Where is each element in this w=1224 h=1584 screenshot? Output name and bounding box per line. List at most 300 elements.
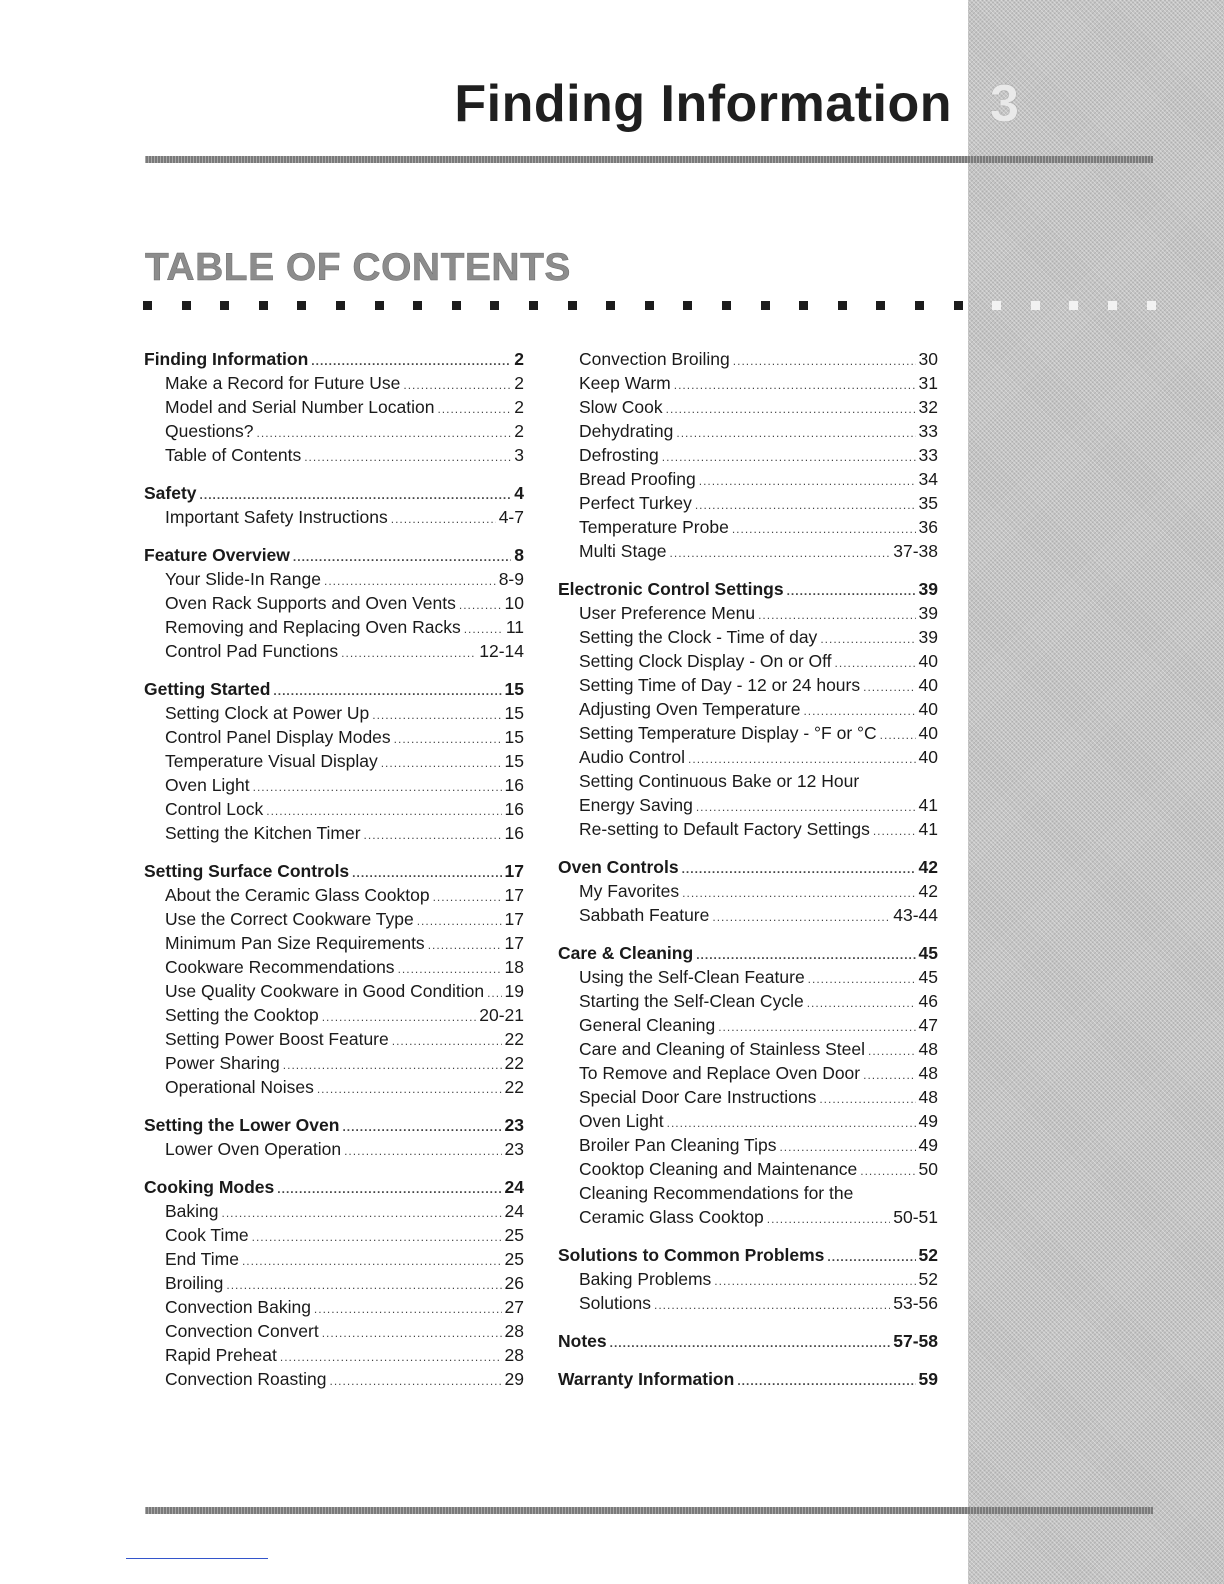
toc-page-number: 48	[918, 1087, 938, 1107]
toc-page-number: 34	[918, 469, 938, 489]
divider-square	[683, 301, 692, 310]
footer-rule	[145, 1507, 1153, 1514]
dot-leader	[733, 349, 916, 373]
toc-entry[interactable]	[558, 903, 938, 927]
toc-entry-label: Setting Clock Display - On or Off	[579, 651, 832, 671]
divider-square	[799, 301, 808, 310]
dot-leader	[322, 1321, 502, 1345]
toc-page-number: 4-7	[498, 507, 524, 527]
toc-entry[interactable]	[558, 625, 938, 649]
toc-page-number: 8	[514, 545, 524, 565]
toc-entry[interactable]	[558, 697, 938, 721]
toc-entry[interactable]	[144, 955, 524, 979]
toc-entry[interactable]	[558, 395, 938, 419]
toc-section-entry[interactable]	[144, 481, 524, 505]
dot-leader	[417, 909, 502, 933]
toc-entry[interactable]	[558, 371, 938, 395]
toc-entry-label: Cooking Modes	[144, 1177, 275, 1197]
toc-entry[interactable]	[558, 1013, 938, 1037]
dot-leader	[352, 861, 501, 885]
dot-leader	[860, 1159, 915, 1183]
toc-entry-label: Dehydrating	[579, 421, 674, 441]
toc-page-number: 26	[504, 1273, 524, 1293]
toc-entry[interactable]	[558, 649, 938, 673]
dot-leader	[863, 675, 915, 699]
toc-entry[interactable]	[144, 1367, 524, 1391]
toc-entry[interactable]	[144, 773, 524, 797]
toc-entry-label: Notes	[558, 1331, 607, 1351]
toc-entry-label: Removing and Replacing Oven Racks	[165, 617, 461, 637]
dot-leader	[398, 957, 502, 981]
divider-square	[182, 301, 191, 310]
dot-leader	[322, 1005, 477, 1029]
toc-page-number: 42	[918, 881, 938, 901]
toc-page-number: 32	[918, 397, 938, 417]
chapter-number: 3	[990, 75, 1019, 133]
toc-entry[interactable]	[144, 1075, 524, 1099]
toc-page-number: 30	[918, 349, 938, 369]
dot-leader	[200, 483, 512, 507]
toc-page-number: 11	[505, 617, 524, 637]
dot-leader	[819, 1087, 915, 1111]
toc-entry[interactable]	[558, 1061, 938, 1085]
dot-leader	[732, 517, 916, 541]
toc-entry[interactable]	[558, 965, 938, 989]
dot-leader	[487, 981, 501, 1005]
dot-leader	[787, 579, 916, 603]
toc-entry-label: Cookware Recommendations	[165, 957, 395, 977]
toc-entry-label: Broiling	[165, 1273, 224, 1293]
toc-section-entry[interactable]	[558, 1329, 938, 1353]
toc-entry[interactable]	[558, 467, 938, 491]
dot-leader	[403, 373, 511, 397]
toc-entry-label: Important Safety Instructions	[165, 507, 388, 527]
toc-entry-label: Energy Saving	[579, 795, 693, 815]
divider-square	[143, 301, 152, 310]
toc-entry[interactable]	[558, 879, 938, 903]
toc-entry[interactable]	[144, 1247, 524, 1271]
toc-entry[interactable]	[144, 395, 524, 419]
toc-section-entry[interactable]	[558, 855, 938, 879]
toc-page-number: 15	[504, 679, 524, 699]
toc-entry-label: Cook Time	[165, 1225, 249, 1245]
toc-entry[interactable]	[558, 769, 938, 793]
dot-leader	[280, 1345, 502, 1369]
toc-entry[interactable]	[558, 989, 938, 1013]
dot-leader	[433, 885, 502, 909]
toc-page-number: 17	[504, 861, 524, 881]
toc-entry[interactable]	[558, 721, 938, 745]
dot-leader	[242, 1249, 502, 1273]
toc-entry-label: Setting the Cooktop	[165, 1005, 319, 1025]
toc-entry-label: Setting Temperature Display - °F or °C	[579, 723, 877, 743]
dot-leader	[714, 1269, 915, 1293]
toc-entry-label: To Remove and Replace Oven Door	[579, 1063, 861, 1083]
toc-page-number: 10	[504, 593, 524, 613]
toc-entry[interactable]	[144, 443, 524, 467]
toc-entry[interactable]	[144, 567, 524, 591]
toc-page-number: 45	[918, 967, 938, 987]
toc-page-number: 46	[918, 991, 938, 1011]
toc-entry[interactable]	[144, 931, 524, 955]
toc-page-number: 39	[918, 603, 938, 623]
toc-page-number: 36	[918, 517, 938, 537]
toc-entry[interactable]	[144, 1295, 524, 1319]
toc-section-entry[interactable]	[144, 1113, 524, 1137]
toc-page-number: 29	[504, 1369, 524, 1389]
toc-entry-label: Questions?	[165, 421, 254, 441]
toc-entry-label: Convection Broiling	[579, 349, 730, 369]
toc-page-number: 40	[918, 723, 938, 743]
toc-entry-label: User Preference Menu	[579, 603, 756, 623]
toc-section-entry[interactable]	[144, 677, 524, 701]
toc-page-number: 49	[918, 1135, 938, 1155]
toc-page-number: 53-56	[893, 1293, 938, 1313]
toc-entry-label: Control Pad Functions	[165, 641, 339, 661]
toc-entry[interactable]	[558, 1133, 938, 1157]
toc-page-number: 40	[918, 675, 938, 695]
divider-square	[259, 301, 268, 310]
toc-section-entry[interactable]	[558, 1243, 938, 1267]
toc-entry[interactable]	[558, 1037, 938, 1061]
toc-section-entry[interactable]	[558, 1367, 938, 1391]
toc-entry[interactable]	[144, 725, 524, 749]
toc-page-number: 17	[504, 933, 524, 953]
dot-leader	[364, 823, 502, 847]
toc-page-number: 49	[918, 1111, 938, 1131]
dot-leader	[767, 1207, 890, 1231]
divider-square	[838, 301, 847, 310]
toc-section-entry[interactable]	[144, 347, 524, 371]
toc-page-number: 24	[504, 1201, 524, 1221]
divider-square	[1147, 301, 1156, 310]
toc-entry-label: Control Panel Display Modes	[165, 727, 391, 747]
toc-entry[interactable]	[558, 491, 938, 515]
toc-entry[interactable]	[144, 505, 524, 529]
toc-section-entry[interactable]	[144, 543, 524, 567]
dot-leader	[437, 397, 511, 421]
dot-leader	[868, 1039, 916, 1063]
divider-square	[722, 301, 731, 310]
toc-entry[interactable]	[558, 1109, 938, 1133]
divider-square	[452, 301, 461, 310]
toc-entry-label: Power Sharing	[165, 1053, 280, 1073]
dot-leader	[341, 641, 476, 665]
toc-entry[interactable]	[144, 371, 524, 395]
footer-link-underline	[126, 1558, 268, 1559]
toc-entry[interactable]	[558, 1267, 938, 1291]
toc-page-number: 15	[504, 703, 524, 723]
toc-entry[interactable]	[144, 797, 524, 821]
toc-page-number: 59	[918, 1369, 938, 1389]
toc-section-entry[interactable]	[558, 577, 938, 601]
toc-page-number: 15	[504, 751, 524, 771]
toc-entry[interactable]	[144, 615, 524, 639]
toc-entry-label: Cleaning Recommendations for the	[579, 1183, 854, 1203]
toc-page-number: 2	[514, 421, 524, 441]
toc-entry[interactable]	[144, 1027, 524, 1051]
toc-entry[interactable]	[558, 745, 938, 769]
dot-leader	[718, 1015, 915, 1039]
toc-entry-label: Rapid Preheat	[165, 1345, 277, 1365]
toc-entry[interactable]	[144, 821, 524, 845]
toc-page-number: 22	[504, 1077, 524, 1097]
dot-leader	[329, 1369, 501, 1393]
toc-entry-label: Setting the Kitchen Timer	[165, 823, 361, 843]
toc-entry-label: Lower Oven Operation	[165, 1139, 342, 1159]
toc-page-number: 16	[504, 823, 524, 843]
toc-entry[interactable]	[144, 1137, 524, 1161]
toc-entry[interactable]	[558, 1181, 938, 1205]
divider-square	[375, 301, 384, 310]
toc-page-number: 33	[918, 421, 938, 441]
toc-entry[interactable]	[144, 1343, 524, 1367]
dot-leader	[667, 1111, 916, 1135]
toc-entry-label: Safety	[144, 483, 197, 503]
dot-leader	[293, 545, 511, 569]
toc-entry[interactable]	[558, 793, 938, 817]
dot-leader	[758, 603, 915, 627]
toc-entry-label: Keep Warm	[579, 373, 671, 393]
toc-page-number: 40	[918, 651, 938, 671]
toc-page-number: 17	[504, 909, 524, 929]
toc-entry-label: About the Ceramic Glass Cooktop	[165, 885, 430, 905]
toc-entry-label: Solutions to Common Problems	[558, 1245, 825, 1265]
toc-entry[interactable]	[144, 1319, 524, 1343]
divider-square	[1031, 301, 1040, 310]
toc-entry-label: Baking Problems	[579, 1269, 712, 1289]
dot-leader	[803, 699, 915, 723]
dot-leader	[807, 991, 916, 1015]
dot-leader	[311, 349, 511, 373]
toc-page-number: 28	[504, 1321, 524, 1341]
dot-leader	[226, 1273, 501, 1297]
toc-entry[interactable]	[558, 419, 938, 443]
toc-entry-label: Setting Continuous Bake or 12 Hour	[579, 771, 860, 791]
toc-entry-label: Electronic Control Settings	[558, 579, 784, 599]
toc-entry-label: Model and Serial Number Location	[165, 397, 435, 417]
toc-page-number: 31	[918, 373, 938, 393]
dot-leader	[344, 1139, 501, 1163]
toc-page-number: 8-9	[498, 569, 524, 589]
dot-leader	[699, 469, 916, 493]
dot-leader	[610, 1331, 891, 1355]
dot-leader	[827, 1245, 915, 1269]
toc-entry-label: Temperature Probe	[579, 517, 729, 537]
dot-leader	[695, 493, 916, 517]
toc-entry[interactable]	[144, 1199, 524, 1223]
dot-leader	[712, 905, 890, 929]
toc-entry-label: Oven Light	[579, 1111, 664, 1131]
divider-square	[413, 301, 422, 310]
toc-page-number: 12-14	[479, 641, 524, 661]
toc-entry[interactable]	[558, 1205, 938, 1229]
toc-page-number: 48	[918, 1063, 938, 1083]
toc-page-number: 45	[918, 943, 938, 963]
toc-page-number: 33	[918, 445, 938, 465]
dot-leader	[283, 1053, 502, 1077]
dot-leader	[873, 819, 916, 843]
toc-entry-label: End Time	[165, 1249, 239, 1269]
toc-page-number: 37-38	[893, 541, 938, 561]
dot-leader	[880, 723, 916, 747]
toc-entry[interactable]	[144, 749, 524, 773]
dot-leader	[428, 933, 502, 957]
toc-entry-label: Oven Controls	[558, 857, 679, 877]
toc-entry-label: Adjusting Oven Temperature	[579, 699, 801, 719]
toc-page-number: 39	[918, 627, 938, 647]
dot-leader	[654, 1293, 890, 1317]
dot-leader	[273, 679, 501, 703]
divider-square	[876, 301, 885, 310]
toc-right-column	[558, 347, 938, 1391]
toc-entry[interactable]	[144, 639, 524, 663]
page-title: Finding Information	[454, 75, 952, 133]
toc-heading: TABLE OF CONTENTS	[145, 246, 571, 289]
toc-entry[interactable]	[144, 1003, 524, 1027]
toc-entry-label: Slow Cook	[579, 397, 663, 417]
toc-page-number: 39	[918, 579, 938, 599]
toc-entry-label: Ceramic Glass Cooktop	[579, 1207, 764, 1227]
toc-page-number: 25	[504, 1225, 524, 1245]
toc-page-number: 40	[918, 699, 938, 719]
toc-section-entry[interactable]	[558, 941, 938, 965]
toc-entry-label: Setting the Lower Oven	[144, 1115, 340, 1135]
toc-entry-label: Your Slide-In Range	[165, 569, 321, 589]
toc-entry[interactable]	[558, 817, 938, 841]
toc-section-entry[interactable]	[144, 859, 524, 883]
divider-square	[645, 301, 654, 310]
toc-entry-label: Getting Started	[144, 679, 271, 699]
dot-leader	[324, 569, 496, 593]
header-rule	[145, 156, 1153, 163]
divider-square	[297, 301, 306, 310]
divider-square	[954, 301, 963, 310]
toc-entry-label: Solutions	[579, 1293, 651, 1313]
divider-square	[529, 301, 538, 310]
toc-entry[interactable]	[144, 907, 524, 931]
toc-entry-label: Convection Baking	[165, 1297, 311, 1317]
dot-leader	[682, 881, 915, 905]
toc-entry[interactable]	[558, 515, 938, 539]
dot-leader	[394, 727, 502, 751]
toc-page-number: 28	[504, 1345, 524, 1365]
toc-page-number: 25	[504, 1249, 524, 1269]
toc-entry[interactable]	[144, 701, 524, 725]
toc-entry-label: Setting Time of Day - 12 or 24 hours	[579, 675, 861, 695]
dot-leader	[257, 421, 512, 445]
dot-leader	[696, 795, 916, 819]
toc-entry[interactable]	[144, 979, 524, 1003]
toc-page-number: 48	[918, 1039, 938, 1059]
toc-left-column	[144, 347, 524, 1391]
toc-page-number: 18	[504, 957, 524, 977]
toc-entry[interactable]	[558, 443, 938, 467]
dot-leader	[779, 1135, 915, 1159]
dot-leader	[381, 751, 502, 775]
toc-page-number: 50-51	[893, 1207, 938, 1227]
toc-page-number: 23	[504, 1139, 524, 1159]
toc-entry[interactable]	[558, 539, 938, 563]
dot-leader	[277, 1177, 501, 1201]
dot-leader	[737, 1369, 915, 1393]
toc-entry[interactable]	[558, 1157, 938, 1181]
toc-entry-label: Feature Overview	[144, 545, 290, 565]
toc-entry[interactable]	[144, 1051, 524, 1075]
toc-entry[interactable]	[144, 883, 524, 907]
toc-entry-label: Setting the Clock - Time of day	[579, 627, 818, 647]
toc-entry-label: Warranty Information	[558, 1369, 735, 1389]
toc-page-number: 24	[504, 1177, 524, 1197]
dot-leader	[835, 651, 916, 675]
dot-leader	[391, 507, 496, 531]
divider-square	[220, 301, 229, 310]
toc-entry-label: Convection Convert	[165, 1321, 319, 1341]
toc-entry[interactable]	[558, 1291, 938, 1315]
toc-entry-label: Sabbath Feature	[579, 905, 710, 925]
dot-leader	[342, 1115, 501, 1139]
toc-page-number: 42	[918, 857, 938, 877]
toc-entry-label: Use Quality Cookware in Good Condition	[165, 981, 485, 1001]
toc-entry[interactable]	[144, 591, 524, 615]
dot-leader	[253, 775, 502, 799]
toc-entry[interactable]	[144, 1223, 524, 1247]
dot-leader	[670, 541, 891, 565]
toc-page-number: 2	[514, 397, 524, 417]
divider-square	[761, 301, 770, 310]
toc-entry[interactable]	[558, 601, 938, 625]
toc-entry-label: Re-setting to Default Factory Settings	[579, 819, 870, 839]
divider-square	[992, 301, 1001, 310]
toc-entry-label: Operational Noises	[165, 1077, 314, 1097]
toc-page-number: 2	[514, 349, 524, 369]
toc-page-number: 22	[504, 1029, 524, 1049]
toc-entry-label: Perfect Turkey	[579, 493, 692, 513]
toc-entry-label: Bread Proofing	[579, 469, 696, 489]
toc-page-number: 35	[918, 493, 938, 513]
divider-square	[568, 301, 577, 310]
toc-entry[interactable]	[144, 1271, 524, 1295]
toc-entry[interactable]	[558, 673, 938, 697]
toc-entry-label: Using the Self-Clean Feature	[579, 967, 805, 987]
toc-page-number: 16	[504, 799, 524, 819]
toc-entry[interactable]	[558, 1085, 938, 1109]
side-tab-strip	[968, 0, 1224, 1584]
toc-entry-label: Starting the Self-Clean Cycle	[579, 991, 804, 1011]
toc-page-number: 3	[514, 445, 524, 465]
toc-entry-label: Audio Control	[579, 747, 686, 767]
toc-page-number: 43-44	[893, 905, 938, 925]
dot-leader	[304, 445, 511, 469]
toc-section-entry[interactable]	[144, 1175, 524, 1199]
toc-entry-label: Oven Light	[165, 775, 250, 795]
toc-entry-label: Setting Clock at Power Up	[165, 703, 370, 723]
dot-leader	[863, 1063, 915, 1087]
dot-leader	[222, 1201, 502, 1225]
toc-entry[interactable]	[144, 419, 524, 443]
dot-leader	[372, 703, 501, 727]
dot-leader	[314, 1297, 502, 1321]
toc-page-number: 27	[504, 1297, 524, 1317]
toc-page-number: 20-21	[479, 1005, 524, 1025]
toc-page-number: 15	[504, 727, 524, 747]
toc-entry-label: Table of Contents	[165, 445, 302, 465]
toc-page-number: 40	[918, 747, 938, 767]
toc-entry-label: Defrosting	[579, 445, 659, 465]
toc-entry-label: Finding Information	[144, 349, 309, 369]
toc-entry[interactable]	[558, 347, 938, 371]
dot-leader	[674, 373, 916, 397]
